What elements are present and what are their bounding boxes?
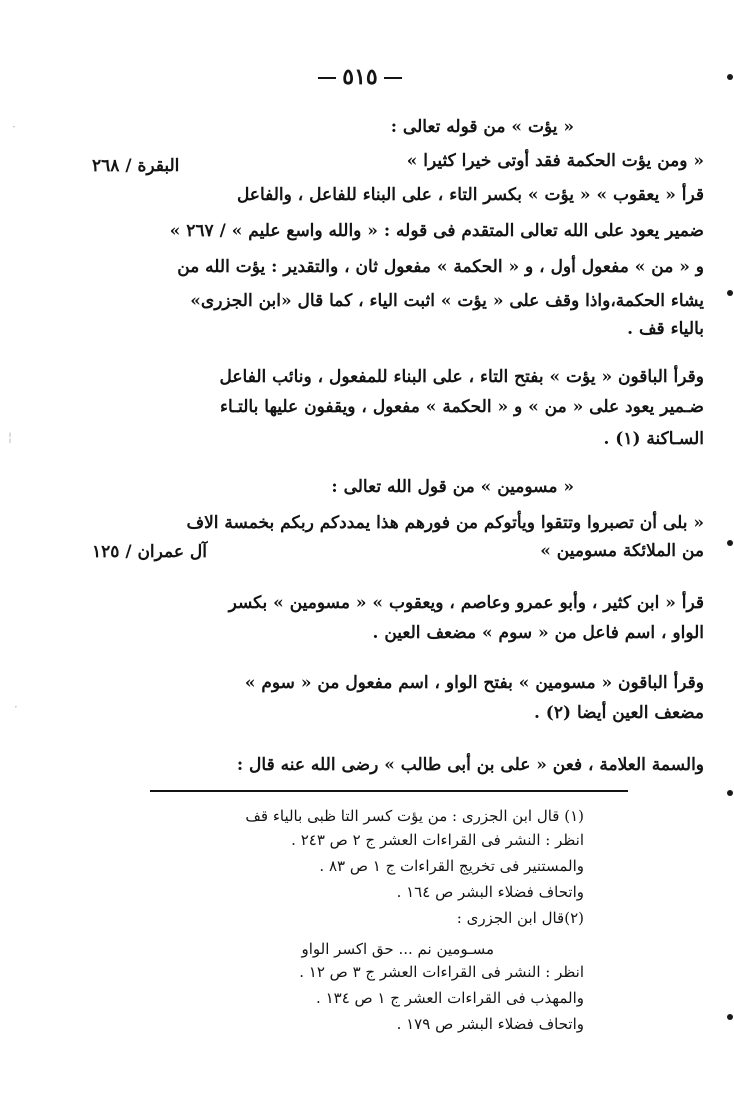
footnote-line-9: واتحاف فضلاء البشر ص ١٧٩ .	[396, 1015, 584, 1033]
quran-ref-1: البقرة / ٢٦٨	[92, 156, 180, 176]
body-line-7: بالياء قف .	[627, 319, 704, 339]
binding-hole-dot	[727, 540, 733, 546]
scan-speck: ¦	[8, 430, 13, 444]
body-line-13: من الملائكة مسومين »	[540, 541, 704, 561]
footnote-line-4: واتحاف فضلاء البشر ص ١٦٤ .	[396, 883, 584, 901]
body-line-17: مضعف العين أيضا (٢) .	[533, 703, 704, 723]
body-line-3: قرأ « يعقوب » « يؤت » بكسر التاء ، على البناء للفاعل ، والفاعل	[236, 185, 704, 205]
binding-hole-dot	[727, 290, 733, 296]
body-line-6: يشاء الحكمة،واذا وقف على « يؤت » اثبت الياء ، كما قال «ابن الجزرى»	[190, 291, 704, 311]
body-line-14: قرأ « ابن كثير ، وأبو عمرو وعاصم ، ويعقوب » « مسومين » بكسر	[228, 593, 704, 613]
footnote-line-7: انظر : النشر فى القراءات العشر ج ٣ ص ١٢ .	[299, 963, 584, 981]
footnote-line-2: انظر : النشر فى القراءات العشر ج ٢ ص ٢٤٣ .	[291, 831, 584, 849]
body-line-4: ضمير يعود على الله تعالى المتقدم فى قوله : « والله واسع عليم » / ٢٦٧ »	[169, 221, 704, 241]
body-line-15: الواو ، اسم فاعل من « سوم » مضعف العين .	[372, 623, 704, 643]
body-line-12: « بلى أن تصبروا وتتقوا ويأتوكم من فورهم هذا يمددكم ربكم بخمسة الاف	[186, 513, 704, 533]
quran-ref-2: آل عمران / ١٢٥	[92, 542, 208, 562]
body-line-8: وقرأ الباقون « يؤت » بفتح التاء ، على البناء للمفعول ، ونائب الفاعل	[219, 367, 704, 387]
footnote-line-5: (٢)قال ابن الجزرى :	[456, 909, 584, 927]
binding-hole-dot	[727, 790, 733, 796]
binding-hole-dot	[727, 74, 733, 80]
dash-right	[318, 77, 336, 79]
body-line-9: ضـمير يعود على « من » و « الحكمة » مفعول ، ويقفون عليها بالتـاء	[219, 397, 704, 417]
footnote-divider	[150, 790, 628, 792]
page-number: ٥١٥	[300, 64, 420, 90]
scan-speck: ·	[12, 120, 16, 134]
body-line-18: والسمة العلامة ، فعن « على بن أبى طالب » رضى الله عنه قال :	[236, 755, 704, 775]
dash-left	[384, 77, 402, 79]
binding-hole-dot	[727, 1014, 733, 1020]
body-line-5: و « من » مفعول أول ، و « الحكمة » مفعول ثان ، والتقدير : يؤت الله من	[177, 257, 704, 277]
body-line-1: « يؤت » من قوله تعالى :	[390, 117, 574, 137]
body-line-10: السـاكنة (١) .	[603, 429, 704, 449]
body-line-2: « ومن يؤت الحكمة فقد أوتى خيرا كثيرا »	[406, 151, 704, 171]
footnote-poem: مسـومين نم ... حق اكسر الواو	[301, 940, 494, 958]
footnote-line-3: والمستنير فى تخريج القراءات ج ١ ص ٨٣ .	[319, 857, 584, 875]
footnote-line-8: والمهذب فى القراءات العشر ج ١ ص ١٣٤ .	[316, 989, 584, 1007]
scan-speck: ·	[14, 700, 18, 714]
body-line-16: وقرأ الباقون « مسومين » بفتح الواو ، اسم مفعول من « سوم »	[244, 673, 704, 693]
body-line-11: « مسومين » من قول الله تعالى :	[331, 477, 574, 497]
footnote-line-1: (١) قال ابن الجزرى : من يؤت كسر التا ظبى بالياء قف	[245, 807, 584, 825]
